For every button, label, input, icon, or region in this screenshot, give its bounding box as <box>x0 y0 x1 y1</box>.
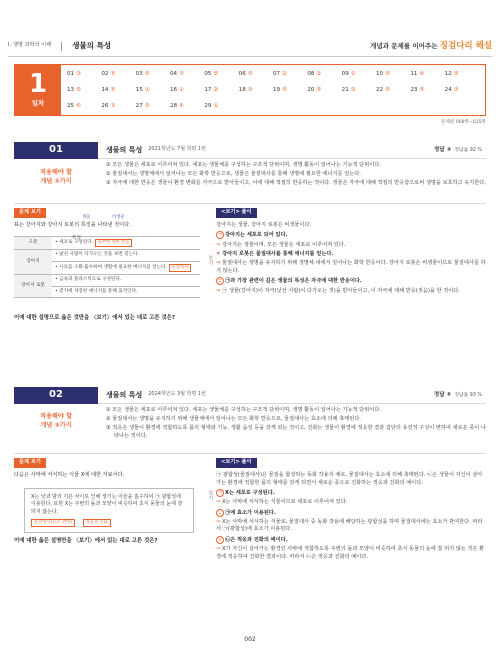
brand-prefix: 개념과 문제를 이어주는 <box>370 42 440 50</box>
q2-sol-a-text: X는 세포로 구성된다. <box>225 489 275 496</box>
answer-choice: ⑤ <box>75 87 81 93</box>
q1-sol-c-explain <box>216 288 486 296</box>
q2-sol-a-explain <box>216 499 486 507</box>
day-badge <box>15 65 61 115</box>
answer-number: 21 <box>341 87 349 93</box>
q2-concept-2: ② 물질대사는 생명을 유지하기 위해 생물체에서 일어나는 모든 화학 반응으로, 물질대사는 효소에 의해 촉매된다. <box>106 416 361 423</box>
answer-choice: ⑤ <box>419 87 425 93</box>
answer-choice: ② <box>281 71 287 77</box>
answer-number: 01 <box>67 71 75 77</box>
q1-sol-a-explain <box>216 242 486 250</box>
q1-number: 01 <box>14 142 98 159</box>
brand-tagline <box>370 40 492 52</box>
answer-item <box>307 70 341 85</box>
answer-choice: ③ <box>144 103 150 109</box>
answer-item <box>136 102 170 117</box>
page-header <box>8 38 492 54</box>
day-number: 1 <box>28 69 48 100</box>
q2-sol-c-explain <box>216 546 486 561</box>
table-cell-text: • 사료를 소화·흡수하여 생활에 필요한 에너지를 얻는다. <box>55 264 168 270</box>
page-title: 생물의 특성 <box>72 40 112 50</box>
q1-divider <box>14 203 486 204</box>
q1-question-stem: 이에 대한 설명으로 옳은 것만을 〈보기〉에서 있는 대로 고른 것은? <box>14 315 175 321</box>
answer-choice: ⑤ <box>384 71 390 77</box>
q2-title: 생물의 특성 <box>106 390 143 399</box>
answer-choice: ② <box>213 87 219 93</box>
table-row-label-dog: 강아지 <box>14 250 52 275</box>
answer-item <box>342 70 376 85</box>
answer-choice: ⑤ <box>178 71 184 77</box>
q1-source: 2021학년도 7월 학평 1번 <box>148 146 206 153</box>
answer-number: 07 <box>272 71 281 77</box>
answer-number: 12 <box>444 71 452 77</box>
q1-sol-c-text: ㉠과 가장 관련이 깊은 생물의 특성은 자극에 대한 반응이다. <box>225 278 362 285</box>
q1-anno-organism: 생물 <box>82 215 91 220</box>
table-row <box>14 250 200 262</box>
q2-solution-tag: <보기> 풀이 <box>216 458 257 468</box>
q2-divider <box>14 453 486 454</box>
answer-choice: ⑤ <box>110 71 116 77</box>
q1-anno-nonliving: 비생물 <box>112 215 125 220</box>
q2-solution <box>216 472 486 563</box>
anno-box: 물질대사(효소 관여) <box>31 519 75 527</box>
answer-number: 04 <box>169 71 178 77</box>
answer-item <box>101 86 135 101</box>
q2-problem-tag: 문제 보기 <box>14 458 46 468</box>
brand-name: 징검다리 해설 <box>439 41 492 51</box>
answer-number: 23 <box>410 87 418 93</box>
q1-title: 생물의 특성 <box>106 145 143 154</box>
q1-answer-label: 정답 ③ <box>433 146 452 153</box>
answer-item <box>67 70 101 85</box>
answer-choice: ③ <box>110 103 116 109</box>
q2-concept-1: ① 모든 생물은 세포로 이루어져 있다. 세포는 생물체를 구성하는 구조적 단위이며, 생명 활동이 일어나는 기능적 단위이다. <box>106 407 381 413</box>
q1-problem-tag: 문제 보기 <box>14 208 46 218</box>
answer-number: 02 <box>101 71 109 77</box>
answer-item <box>101 70 135 85</box>
answer-choice: ① <box>213 103 219 109</box>
answer-number: 25 <box>67 103 75 109</box>
table-row-2-cell <box>52 261 200 274</box>
q2-sol-option-a <box>216 489 486 498</box>
q2-answer <box>434 391 482 400</box>
answer-number: 13 <box>67 87 75 93</box>
q1-solution <box>216 222 486 297</box>
q1-sol-c-explain-text: ㉠ 생물(강아지)이 자극(낯선 사람)이 다가오는 것)을 받아들이고, 이 자극에 대해 반응(짖음)을 한 것이다. <box>222 287 460 294</box>
answer-number: 15 <box>135 87 143 93</box>
page-range: 문제편 008쪽~015쪽 <box>440 120 486 125</box>
answer-item <box>170 102 204 117</box>
q2-header <box>14 387 486 404</box>
table-cell-text: • 세포로 구성된다. <box>55 240 94 245</box>
answer-choice: ⑥ <box>75 103 81 109</box>
q1-concept-3: ③ 자극에 대한 반응은 생물이 환경 변화를 자극으로 받아들이고, 이에 대해 적절히 반응하는 것이다. 생물은 자극에 대해 적절히 반응함으로써 생명을 보호하고 유지한다. <box>106 180 486 187</box>
q1-header <box>14 142 486 159</box>
answer-choice: ② <box>350 71 356 77</box>
answer-number: 10 <box>375 71 384 77</box>
breadcrumb-chapter: I. 생명 과학의 이해 <box>8 42 52 49</box>
q1-side-label: 보기 <box>207 255 214 265</box>
q2-data-box <box>24 488 194 533</box>
q2-sol-b-explain-text: X는 사막에 서식하는 식물로, 물질대사 중 동화 작용에 해당하는 광합성을 하며 물질대사에는 효소가 관여한다. 따라서 ㉠(광합성)에 효소가 이용된다. <box>216 518 483 533</box>
answer-number: 05 <box>204 71 212 77</box>
answer-choice: ⑤ <box>110 87 116 93</box>
q1-rate: 정답률 92 % <box>454 147 482 153</box>
answer-item <box>445 86 479 101</box>
answer-number: 14 <box>101 87 109 93</box>
q1-concept-side-line1: 적용해야 할 <box>39 169 73 176</box>
q2-problem-text: 다음은 사막에 서식하는 식물 X에 대한 자료이다. <box>14 472 125 478</box>
answer-item <box>307 86 341 101</box>
answer-item <box>170 70 204 85</box>
q1-sol-b-explain <box>216 260 486 275</box>
q2-data-text: X는 낮과 밤의 기온 차이로 인해 생기는 이슬을 흡수하여 ㉠ 광합성에 이용한다. 또한 X는 주변의 돌과 모양이 비슷하여 초식 동물의 눈에 잘 띄지 않는다. <box>31 494 183 515</box>
page-number: 002 <box>244 636 256 643</box>
correct-mark-icon: ㄷ <box>217 279 223 285</box>
answer-number: 24 <box>444 87 452 93</box>
q2-concept-side-line2: 개념 ③가지 <box>40 422 72 430</box>
answer-choice: ⑤ <box>144 71 150 77</box>
answer-item <box>204 102 238 117</box>
arrow-icon: ⇒ <box>216 546 222 553</box>
q1-sol-b-explain-text: 물질대사는 생명을 유지하기 위해 생명체 내에서 일어나는 화학 반응이다. 강아지 로봇은 비생물이므로 물질대사를 하지 않는다. <box>216 260 486 274</box>
correct-mark-icon: ㄱ <box>217 490 223 496</box>
answer-item <box>376 70 410 85</box>
q2-sol-intro: ㉠ 광합성(물질대사)은 물질을 합성하는 동화 작용의 예로, 물질대사는 효소에 의해 촉매된다. ㉡은 생물이 자신이 살아가는 환경에 적합한 몸의 형태를 갖게 되면서 새로운 종으로 진화하는 적응과 진화의 예이다. <box>216 472 483 486</box>
answer-number: 17 <box>204 87 212 93</box>
arrow-icon: ⇒ <box>216 287 222 294</box>
answer-number: 27 <box>135 103 143 109</box>
answer-item <box>239 86 273 101</box>
table-row <box>14 237 200 250</box>
breadcrumb-divider <box>61 42 62 51</box>
q1-sol-option-c <box>216 277 486 286</box>
answer-choice: ④ <box>178 103 184 109</box>
q2-sol-option-c <box>216 536 486 545</box>
header-rule <box>8 56 492 57</box>
q1-concept-1: ① 모든 생물은 세포로 이루어져 있다. 세포는 생물체를 구성하는 구조적 단위이며, 생명 활동이 일어나는 기능적 단위이다. <box>106 162 381 168</box>
arrow-icon: ⇒ <box>216 260 222 267</box>
answer-item <box>239 70 273 85</box>
q1-answer <box>434 146 482 155</box>
table-row-1-cell: • 낯선 사람이 다가오는 것을 보면 짖는다. <box>52 250 200 262</box>
wrong-mark-icon: ✕ <box>216 250 223 257</box>
q1-solution-tag: <보기> 풀이 <box>216 208 257 218</box>
answer-item <box>170 86 204 101</box>
table-row <box>14 275 200 287</box>
answer-key-box <box>14 64 486 116</box>
q1-sol-a-text: 강아지는 세포로 되어 있다. <box>225 232 288 239</box>
q2-concept-side-line1: 적용해야 할 <box>39 413 73 420</box>
q2-concepts <box>106 407 486 442</box>
answer-item <box>410 70 444 85</box>
answer-item <box>342 86 376 101</box>
answer-number: 08 <box>307 71 315 77</box>
q1-sol-option-b <box>216 251 486 259</box>
answer-choice: ② <box>316 71 322 77</box>
answer-choice: ⑤ <box>281 87 287 93</box>
q1-sol-intro: 강아지는 생물, 강아지 로봇은 비생물이다. <box>216 222 312 228</box>
q1-sol-a-explain-text: 강아지는 생물이며, 모든 생물은 세포로 이루어져 있다. <box>222 241 346 248</box>
answer-choice: ① <box>178 87 184 93</box>
answer-choice: ⑤ <box>316 87 322 93</box>
correct-mark-icon: ㄴ <box>217 510 223 516</box>
anno-box: 외부에 대한 반응 <box>95 239 133 247</box>
answer-item <box>67 86 101 101</box>
answer-choice: ① <box>144 87 150 93</box>
q1-sol-option-a <box>216 231 486 240</box>
table-header-cell: 구분 <box>14 237 52 250</box>
correct-mark-icon: ㄷ <box>217 537 223 543</box>
q1-concepts <box>106 162 486 189</box>
answer-item <box>136 86 170 101</box>
q2-data-annotations <box>31 519 187 527</box>
q2-sol-c-text: ㉡은 적응과 진화의 예이다. <box>225 536 288 543</box>
q2-answer-label: 정답 ⑤ <box>433 391 452 398</box>
answer-number: 28 <box>169 103 178 109</box>
anno-box: 물질대사 <box>169 264 192 272</box>
anno-box: 적응과 진화 <box>83 519 111 527</box>
answer-number: 20 <box>307 87 315 93</box>
answer-choice: ⑤ <box>453 71 459 77</box>
answer-number: 16 <box>169 87 178 93</box>
q2-source: 2024학년도 3월 학평 1번 <box>148 391 206 398</box>
answer-choice: ③ <box>453 87 459 93</box>
answer-item <box>273 86 307 101</box>
answer-item <box>136 70 170 85</box>
arrow-icon: ⇒ <box>216 241 222 248</box>
answer-number: 29 <box>204 103 212 109</box>
arrow-icon: ⇒ <box>216 518 222 525</box>
answer-choice: ⑤ <box>384 87 390 93</box>
table-header-feature: 특징 <box>72 236 81 241</box>
q1-concept-side-line2: 개념 ③가지 <box>40 178 72 186</box>
answer-item <box>445 70 479 85</box>
table-row-label-robot: 강아지 로봇 <box>14 275 52 298</box>
answer-choice: ③ <box>247 87 253 93</box>
answer-number: 03 <box>135 71 143 77</box>
q2-sol-c-explain-text: X가 자신이 살아가는 환경인 사막에 적합하도록 주변의 돌과 모양이 비슷하여 초식 동물의 눈에 잘 띄지 않는 것은 환경에 적응하여 진화한 결과이다. 따라서 ㉡은 적응과 진화의 예이다. <box>216 546 485 560</box>
correct-mark-icon: ㄱ <box>217 233 223 239</box>
table-row-4-cell: • 전지에 저장된 에너지를 통해 움직인다. <box>52 286 200 298</box>
answer-number: 11 <box>410 71 418 77</box>
q2-concept-3: ③ 적응은 생물이 환경에 적합하도록 몸의 형태와 기능, 생활 습성 등을 갖게 되는 것이고, 진화는 생물이 환경에 적응한 결과 집단의 유전적 구성이 변하여 새로운 종이 나타나는 것이다. <box>106 425 486 439</box>
q2-concept-side <box>14 412 98 431</box>
answer-number: 22 <box>375 87 384 93</box>
answer-grid <box>61 65 485 115</box>
answer-number: 06 <box>238 71 246 77</box>
q2-rate: 정답률 93 % <box>454 392 482 398</box>
arrow-icon: ⇒ <box>216 499 222 506</box>
answer-choice: ④ <box>419 71 425 77</box>
q2-sol-b-text: ㉠에 효소가 이용된다. <box>225 509 276 516</box>
q1-concept-side <box>14 168 98 187</box>
answer-item <box>204 86 238 101</box>
q2-question-stem: 이에 대한 옳은 설명만을 〈보기〉에서 있는 대로 고른 것은? <box>14 538 158 544</box>
answer-choice: ③ <box>350 87 356 93</box>
q1-concept-2: ② 물질대사는 생명체에서 일어나는 모든 화학 반응으로, 생물은 물질대사를 통해 생명에 필요한 에너지를 얻는다. <box>106 171 361 178</box>
q2-number: 02 <box>14 387 98 404</box>
answer-item <box>376 86 410 101</box>
answer-item <box>101 102 135 117</box>
day-label: 일차 <box>31 99 45 108</box>
answer-item <box>273 70 307 85</box>
answer-choice: ⑤ <box>213 71 219 77</box>
answer-number: 19 <box>272 87 281 93</box>
q2-side-label: 보기 <box>207 490 214 500</box>
q1-table <box>14 236 200 298</box>
answer-item <box>410 86 444 101</box>
q1-problem-text: 표는 강아지와 강아지 로봇의 특징을 나타낸 것이다. <box>14 222 131 228</box>
breadcrumb <box>8 41 111 52</box>
answer-number: 26 <box>101 103 109 109</box>
answer-choice: ⑤ <box>247 71 253 77</box>
answer-number: 09 <box>341 71 349 77</box>
q2-sol-option-b <box>216 509 486 518</box>
answer-item <box>204 70 238 85</box>
q2-sol-b-explain <box>216 519 486 534</box>
answer-number: 18 <box>238 87 246 93</box>
q2-sol-a-explain-text: X는 사막에 서식하는 식물이므로 세포로 이루어져 있다. <box>222 499 348 506</box>
q1-sol-b-text: 강아지 로봇은 물질대사를 통해 에너지를 얻는다. <box>222 250 334 257</box>
answer-choice: ③ <box>75 71 81 77</box>
table-row-3-cell: • 금속과 플라스틱으로 구성된다. <box>52 275 200 287</box>
answer-item <box>67 102 101 117</box>
